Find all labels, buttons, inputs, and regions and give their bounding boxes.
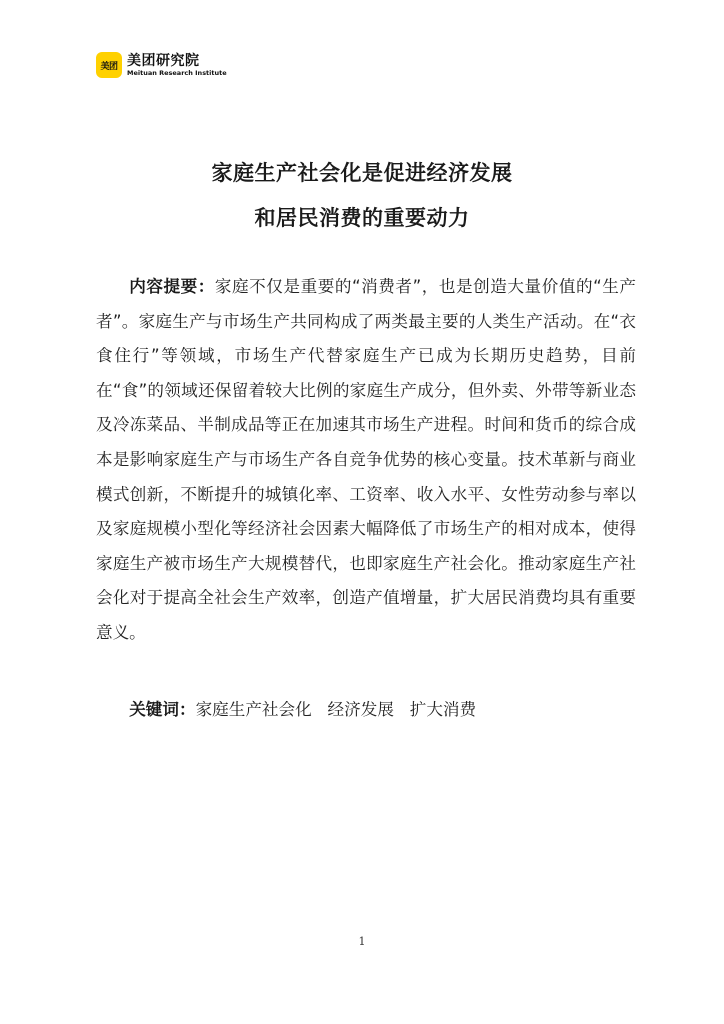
page-number: 1 [358,935,366,948]
logo-subtitle: Meituan Research Institute [127,68,227,77]
document-title-line-1: 家庭生产社会化是促进经济发展 [211,161,513,185]
logo-text-block [127,53,227,78]
document-title-line-2: 和居民消费的重要动力 [254,206,470,230]
abstract-text: 家庭不仅是重要的“消费者”，也是创造大量价值的“生产者”。家庭生产与市场生产共同构成了两类最主要的人类生产活动。在“衣食住行”等领域，市场生产代替家庭生产已成为长期历史趋势，目前在“食”的领域还保留着较大比例的家庭生产成分，但外卖、外带等新业态及冷冻菜品、半制成品等正在加速其市场生产进程。时间和货币的综合成本是影响家庭生产与市场生产各自竞争优势的核心变量。技术革新与商业模式创新，不断提升的城镇化率、工资率、收入水平、女性劳动参与率以及家庭规模小型化等经济社会因素大幅降低了市场生产的相对成本，使得家庭生产被市场生产大规模替代，也即家庭生产社会化。推动家庭生产社会化对于提高全社会生产效率，创造产值增量，扩大居民消费均具有重要意义。 [96,277,636,642]
keywords-line [96,693,636,728]
meituan-logo-badge: 美团 [96,52,122,78]
meituan-logo [96,50,227,80]
keywords-text: 家庭生产社会化 经济发展 扩大消费 [195,700,477,719]
keywords-label: 关键词： [129,700,196,719]
abstract-paragraph [96,270,636,651]
abstract-label: 内容提要： [129,277,215,296]
logo-name: 美团研究院 [127,52,200,69]
